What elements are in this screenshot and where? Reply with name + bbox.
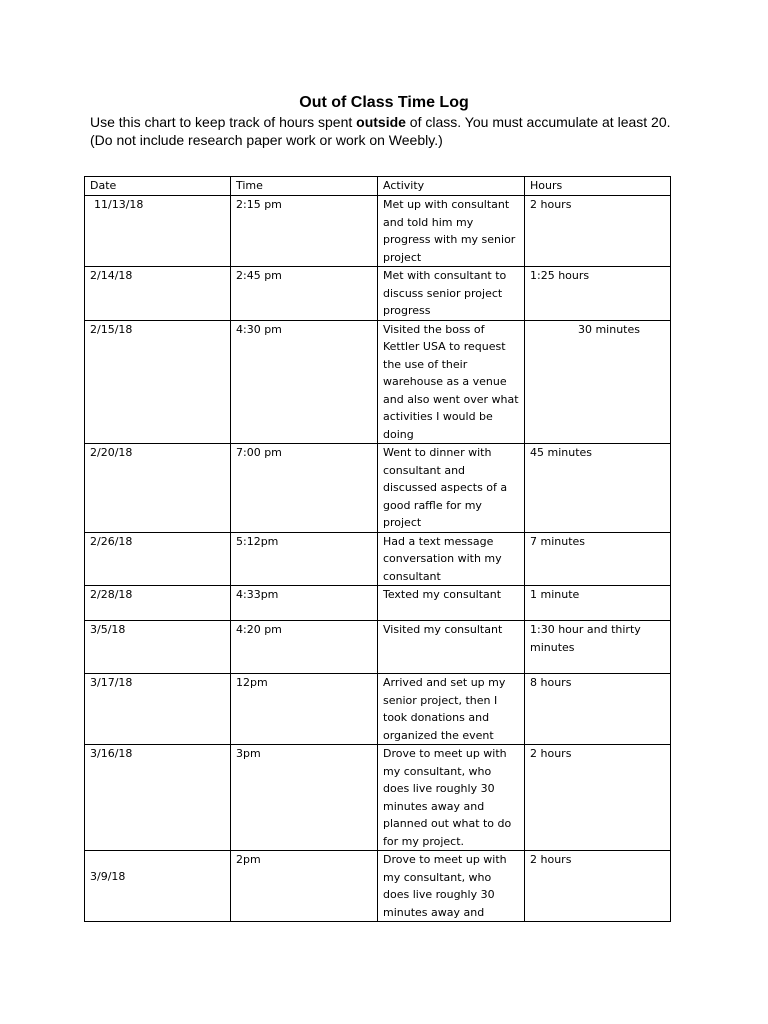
cell-date: 3/5/18	[85, 621, 231, 674]
cell-hours: 1:30 hour and thirty minutes	[525, 621, 671, 674]
cell-time: 2pm	[231, 851, 378, 922]
cell-date	[85, 851, 231, 922]
cell-date: 11/13/18	[85, 196, 231, 267]
cell-time: 5:12pm	[231, 532, 378, 586]
cell-time: 2:45 pm	[231, 267, 378, 321]
cell-hours: 2 hours	[525, 851, 671, 922]
cell-hours: 30 minutes	[525, 320, 671, 444]
page-title: Out of Class Time Log	[299, 94, 469, 111]
column-header-date: Date	[85, 177, 231, 196]
cell-activity: Went to dinner with consultant and discussed aspects of a good raffle for my project	[378, 444, 525, 533]
table-row	[85, 745, 671, 851]
cell-hours: 45 minutes	[525, 444, 671, 533]
cell-date: 2/14/18	[85, 267, 231, 321]
cell-date: 2/26/18	[85, 532, 231, 586]
table-row	[85, 196, 671, 267]
cell-activity: Visited the boss of Kettler USA to request the use of their warehouse as a venue and also went over what activities I would be doing	[378, 320, 525, 444]
instructions-text-end: of class. You must accumulate at least 20.	[405, 114, 671, 130]
table-row	[85, 267, 671, 321]
cell-activity: Met with consultant to discuss senior project progress	[378, 267, 525, 321]
column-header-activity: Activity	[378, 177, 525, 196]
column-header-hours: Hours	[525, 177, 671, 196]
cell-date-text: 3/9/18	[90, 870, 126, 883]
cell-date: 2/15/18	[85, 320, 231, 444]
cell-hours: 2 hours	[525, 745, 671, 851]
cell-activity: Texted my consultant	[378, 586, 525, 621]
instructions-line-1	[90, 113, 740, 131]
cell-activity: Met up with consultant and told him my progress with my senior project	[378, 196, 525, 267]
cell-activity: Visited my consultant	[378, 621, 525, 674]
cell-date: 2/20/18	[85, 444, 231, 533]
cell-date: 2/28/18	[85, 586, 231, 621]
cell-hours: 2 hours	[525, 196, 671, 267]
cell-date: 3/16/18	[85, 745, 231, 851]
table-header-row	[85, 177, 671, 196]
cell-hours: 7 minutes	[525, 532, 671, 586]
table-row	[85, 320, 671, 444]
table-row	[85, 586, 671, 621]
cell-time: 4:33pm	[231, 586, 378, 621]
cell-time: 3pm	[231, 745, 378, 851]
instructions-emphasis: outside	[356, 114, 406, 130]
cell-time: 4:30 pm	[231, 320, 378, 444]
table-row	[85, 851, 671, 922]
cell-time: 2:15 pm	[231, 196, 378, 267]
cell-hours: 8 hours	[525, 674, 671, 745]
cell-time: 4:20 pm	[231, 621, 378, 674]
cell-activity: Drove to meet up with my consultant, who does live roughly 30 minutes away and	[378, 851, 525, 922]
column-header-time: Time	[231, 177, 378, 196]
instructions	[90, 113, 740, 149]
table-row	[85, 444, 671, 533]
cell-hours: 1 minute	[525, 586, 671, 621]
cell-hours: 1:25 hours	[525, 267, 671, 321]
table-row	[85, 532, 671, 586]
cell-time: 12pm	[231, 674, 378, 745]
cell-activity: Had a text message conversation with my consultant	[378, 532, 525, 586]
table-row	[85, 621, 671, 674]
cell-activity: Arrived and set up my senior project, then I took donations and organized the event	[378, 674, 525, 745]
time-log-table	[84, 176, 671, 922]
cell-time: 7:00 pm	[231, 444, 378, 533]
instructions-line-2: (Do not include research paper work or work on Weebly.)	[90, 132, 443, 148]
instructions-text: Use this chart to keep track of hours spent	[90, 114, 357, 130]
cell-activity: Drove to meet up with my consultant, who does live roughly 30 minutes away and planned out what to do for my project.	[378, 745, 525, 851]
cell-date: 3/17/18	[85, 674, 231, 745]
table-row	[85, 674, 671, 745]
